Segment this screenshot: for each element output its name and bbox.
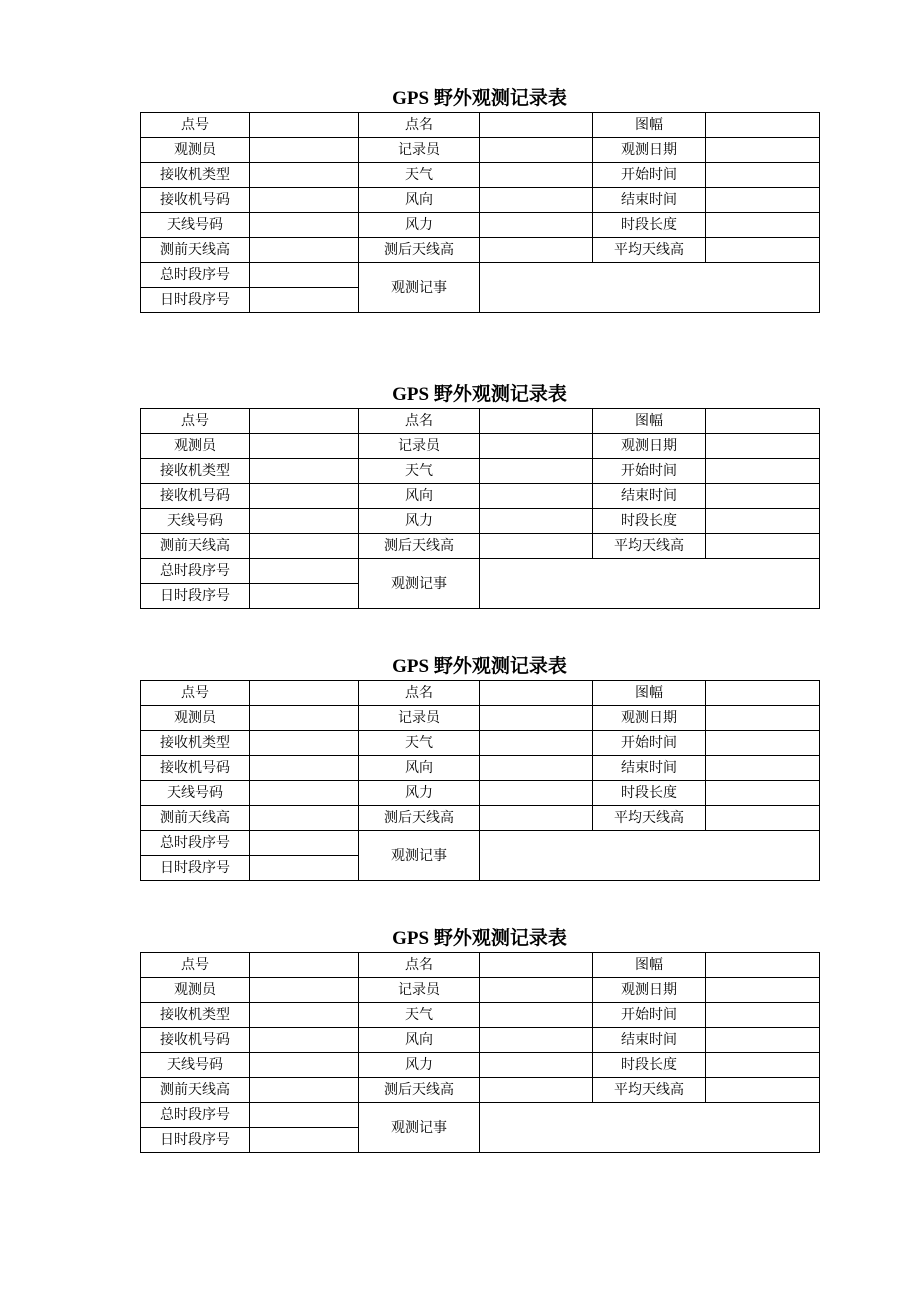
field-value[interactable] [480,1078,593,1103]
table-row [141,509,820,534]
session-day-label: 日时段序号 [141,584,250,609]
field-value[interactable] [250,459,359,484]
session-day-value[interactable] [250,584,359,609]
session-total-value[interactable] [250,263,359,288]
field-value[interactable] [706,953,820,978]
field-label: 开始时间 [593,731,706,756]
table-row [141,1003,820,1028]
field-value[interactable] [250,509,359,534]
field-label: 测后天线高 [359,238,480,263]
field-value[interactable] [480,1003,593,1028]
field-value[interactable] [480,978,593,1003]
field-value[interactable] [250,163,359,188]
field-label: 点号 [141,953,250,978]
notes-label: 观测记事 [359,831,480,881]
session-total-label: 总时段序号 [141,1103,250,1128]
field-label: 观测日期 [593,138,706,163]
field-value[interactable] [250,1028,359,1053]
field-value[interactable] [250,1003,359,1028]
form-title: GPS 野外观测记录表 [392,656,567,677]
field-value[interactable] [480,806,593,831]
table-row [141,1053,820,1078]
field-value[interactable] [706,238,820,263]
field-label: 观测日期 [593,434,706,459]
field-label: 记录员 [359,978,480,1003]
table-row [141,756,820,781]
field-label: 天气 [359,1003,480,1028]
field-value[interactable] [480,731,593,756]
form-title: GPS 野外观测记录表 [392,88,567,109]
field-label: 图幅 [593,113,706,138]
field-value[interactable] [250,113,359,138]
field-label: 开始时间 [593,1003,706,1028]
field-value[interactable] [480,534,593,559]
field-label: 点名 [359,409,480,434]
field-value[interactable] [480,781,593,806]
field-label: 测前天线高 [141,806,250,831]
field-label: 观测员 [141,434,250,459]
field-label: 风向 [359,188,480,213]
field-value[interactable] [250,1053,359,1078]
field-value[interactable] [706,213,820,238]
field-label: 接收机类型 [141,1003,250,1028]
field-label: 天气 [359,459,480,484]
table-row [141,1103,820,1128]
field-value[interactable] [250,953,359,978]
form-title: GPS 野外观测记录表 [392,384,567,405]
field-label: 点号 [141,681,250,706]
field-value[interactable] [706,409,820,434]
field-value[interactable] [480,238,593,263]
field-value[interactable] [706,434,820,459]
field-label: 风力 [359,213,480,238]
field-value[interactable] [250,188,359,213]
record-table [140,408,820,609]
session-total-label: 总时段序号 [141,831,250,856]
notes-label: 观测记事 [359,559,480,609]
field-label: 测前天线高 [141,534,250,559]
field-label: 平均天线高 [593,806,706,831]
field-label: 接收机号码 [141,188,250,213]
field-label: 测后天线高 [359,534,480,559]
field-value[interactable] [250,756,359,781]
field-label: 图幅 [593,409,706,434]
field-label: 风向 [359,756,480,781]
field-label: 观测员 [141,138,250,163]
table-row [141,238,820,263]
table-row [141,409,820,434]
table-row [141,953,820,978]
field-label: 接收机号码 [141,756,250,781]
field-value[interactable] [706,978,820,1003]
field-label: 开始时间 [593,163,706,188]
record-table [140,680,820,881]
table-row [141,831,820,856]
field-value[interactable] [706,484,820,509]
table-row [141,781,820,806]
field-value[interactable] [706,756,820,781]
table-row [141,534,820,559]
record-form [140,86,819,313]
field-label: 时段长度 [593,1053,706,1078]
field-label: 时段长度 [593,213,706,238]
field-label: 记录员 [359,138,480,163]
field-label: 图幅 [593,681,706,706]
field-value[interactable] [250,484,359,509]
table-row [141,138,820,163]
session-day-value[interactable] [250,856,359,881]
field-value[interactable] [706,1053,820,1078]
field-value[interactable] [706,1028,820,1053]
session-day-label: 日时段序号 [141,288,250,313]
field-value[interactable] [480,1028,593,1053]
field-value[interactable] [480,113,593,138]
field-label: 记录员 [359,706,480,731]
table-row [141,113,820,138]
field-value[interactable] [706,509,820,534]
table-row [141,1028,820,1053]
field-label: 观测日期 [593,706,706,731]
field-value[interactable] [706,1003,820,1028]
field-label: 接收机类型 [141,459,250,484]
field-value[interactable] [480,756,593,781]
field-value[interactable] [480,163,593,188]
field-value[interactable] [480,509,593,534]
session-total-value[interactable] [250,559,359,584]
field-value[interactable] [250,534,359,559]
field-label: 观测员 [141,978,250,1003]
notes-value[interactable] [480,263,820,313]
field-label: 点号 [141,409,250,434]
field-value[interactable] [250,806,359,831]
field-label: 开始时间 [593,459,706,484]
field-value[interactable] [480,681,593,706]
field-label: 天线号码 [141,509,250,534]
record-form [140,654,819,881]
field-value[interactable] [706,188,820,213]
field-value[interactable] [706,706,820,731]
session-total-value[interactable] [250,831,359,856]
field-value[interactable] [706,681,820,706]
field-label: 观测日期 [593,978,706,1003]
field-label: 结束时间 [593,756,706,781]
field-value[interactable] [706,163,820,188]
field-label: 图幅 [593,953,706,978]
form-title: GPS 野外观测记录表 [392,928,567,949]
field-value[interactable] [480,188,593,213]
field-value[interactable] [250,213,359,238]
field-label: 平均天线高 [593,238,706,263]
field-label: 风力 [359,1053,480,1078]
field-value[interactable] [250,731,359,756]
field-label: 天线号码 [141,781,250,806]
table-row [141,731,820,756]
field-value[interactable] [480,138,593,163]
notes-value[interactable] [480,559,820,609]
field-value[interactable] [250,238,359,263]
field-value[interactable] [480,459,593,484]
field-value[interactable] [706,534,820,559]
record-table [140,952,820,1153]
notes-value[interactable] [480,1103,820,1153]
field-label: 风力 [359,509,480,534]
record-form [140,926,819,1153]
field-label: 天气 [359,163,480,188]
field-label: 测后天线高 [359,806,480,831]
field-label: 平均天线高 [593,534,706,559]
field-value[interactable] [480,409,593,434]
table-row [141,559,820,584]
field-label: 记录员 [359,434,480,459]
notes-label: 观测记事 [359,263,480,313]
field-label: 测前天线高 [141,1078,250,1103]
record-table [140,112,820,313]
field-value[interactable] [706,459,820,484]
field-value[interactable] [250,138,359,163]
field-label: 天气 [359,731,480,756]
field-value[interactable] [480,706,593,731]
table-row [141,263,820,288]
table-row [141,434,820,459]
field-label: 点名 [359,113,480,138]
table-row [141,484,820,509]
field-value[interactable] [250,781,359,806]
field-value[interactable] [250,978,359,1003]
field-label: 点名 [359,953,480,978]
field-label: 平均天线高 [593,1078,706,1103]
field-label: 时段长度 [593,781,706,806]
session-day-label: 日时段序号 [141,1128,250,1153]
field-value[interactable] [706,138,820,163]
table-row [141,1078,820,1103]
field-label: 观测员 [141,706,250,731]
field-value[interactable] [480,213,593,238]
table-row [141,681,820,706]
record-form [140,382,819,609]
field-label: 结束时间 [593,484,706,509]
field-label: 接收机类型 [141,731,250,756]
field-value[interactable] [250,1078,359,1103]
notes-value[interactable] [480,831,820,881]
field-label: 时段长度 [593,509,706,534]
field-label: 接收机号码 [141,1028,250,1053]
field-value[interactable] [480,434,593,459]
field-label: 结束时间 [593,1028,706,1053]
field-value[interactable] [250,434,359,459]
field-value[interactable] [480,484,593,509]
session-total-label: 总时段序号 [141,559,250,584]
field-label: 风向 [359,1028,480,1053]
field-label: 测前天线高 [141,238,250,263]
field-label: 结束时间 [593,188,706,213]
field-value[interactable] [250,409,359,434]
table-row [141,978,820,1003]
session-day-label: 日时段序号 [141,856,250,881]
field-label: 天线号码 [141,1053,250,1078]
session-day-value[interactable] [250,288,359,313]
field-label: 天线号码 [141,213,250,238]
table-row [141,188,820,213]
field-value[interactable] [706,113,820,138]
table-row [141,163,820,188]
field-label: 风向 [359,484,480,509]
field-value[interactable] [706,781,820,806]
field-label: 接收机类型 [141,163,250,188]
session-total-label: 总时段序号 [141,263,250,288]
field-label: 接收机号码 [141,484,250,509]
table-row [141,806,820,831]
session-day-value[interactable] [250,1128,359,1153]
field-value[interactable] [706,806,820,831]
field-value[interactable] [250,681,359,706]
table-row [141,213,820,238]
field-label: 点名 [359,681,480,706]
field-value[interactable] [480,953,593,978]
session-total-value[interactable] [250,1103,359,1128]
table-row [141,706,820,731]
table-row [141,459,820,484]
field-value[interactable] [250,706,359,731]
field-label: 风力 [359,781,480,806]
field-value[interactable] [706,731,820,756]
field-value[interactable] [706,1078,820,1103]
field-label: 点号 [141,113,250,138]
field-label: 测后天线高 [359,1078,480,1103]
field-value[interactable] [480,1053,593,1078]
notes-label: 观测记事 [359,1103,480,1153]
